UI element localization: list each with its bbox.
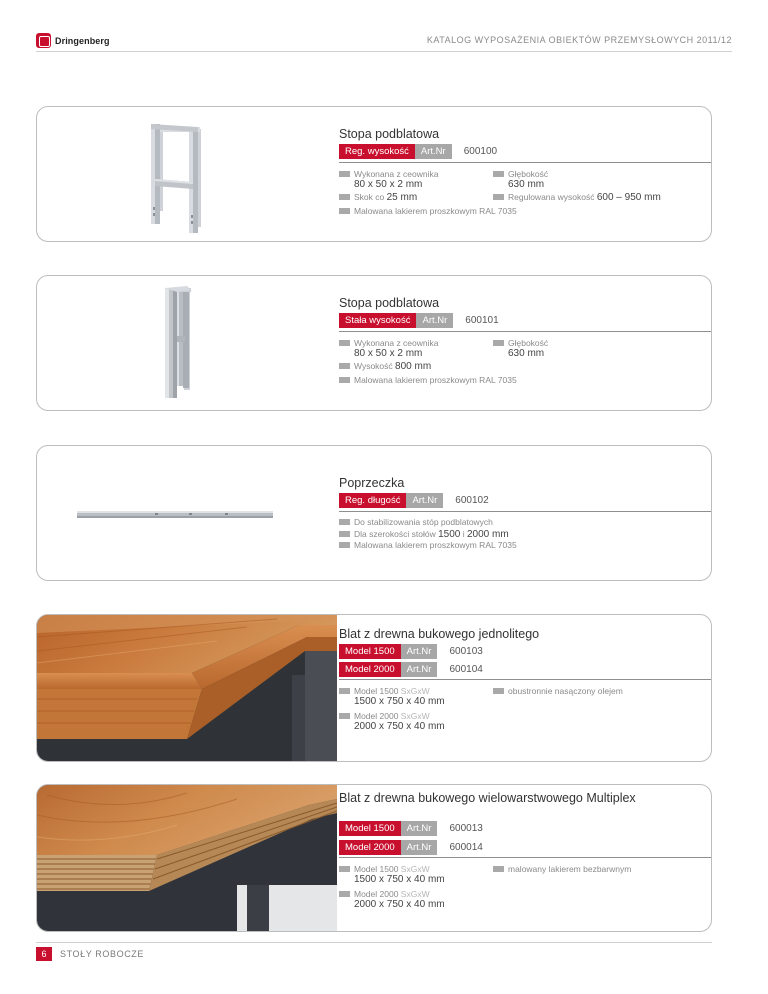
- section-title: STOŁY ROBOCZE: [60, 949, 144, 959]
- model-row-1500: [339, 821, 483, 836]
- bullet-icon: [339, 531, 350, 537]
- spec-depth: Głębokość 630 mm: [493, 338, 548, 359]
- product-tag: Reg. wysokość: [339, 144, 415, 159]
- spec-finish: obustronnie nasączony olejem: [493, 686, 623, 696]
- spec-channel: Wykonana z ceownika 80 x 50 x 2 mm: [339, 169, 439, 190]
- product-card-600103: [36, 614, 712, 762]
- bullet-icon: [339, 542, 350, 548]
- model-tag: Model 1500: [339, 644, 401, 659]
- product-title: Poprzeczka: [339, 476, 405, 490]
- bullet-icon: [339, 194, 350, 200]
- product-tag: Stała wysokość: [339, 313, 416, 328]
- art-number: 600013: [449, 823, 483, 834]
- bullet-icon: [339, 340, 350, 346]
- product-card-600102: [36, 445, 712, 581]
- spec-finish: malowany lakierem bezbarwnym: [493, 864, 631, 874]
- divider: [339, 679, 712, 680]
- art-label: Art.Nr: [406, 493, 443, 508]
- bullet-icon: [339, 713, 350, 719]
- art-label: Art.Nr: [416, 313, 453, 328]
- divider: [339, 331, 712, 332]
- brand-name: Dringenberg: [55, 35, 110, 46]
- product-title: Stopa podblatowa: [339, 127, 440, 141]
- product-tag-row: [339, 493, 489, 508]
- bullet-icon: [493, 688, 504, 694]
- model-row-2000: [339, 662, 483, 677]
- spec-paint: Malowana lakierem proszkowym RAL 7035: [339, 375, 517, 385]
- spec-model-1500: Model 1500 SxGxW 1500 x 750 x 40 mm: [339, 686, 445, 707]
- spec-paint: Malowana lakierem proszkowym RAL 7035: [339, 206, 517, 216]
- product-tag: Reg. długość: [339, 493, 406, 508]
- spec-channel: Wykonana z ceownika 80 x 50 x 2 mm: [339, 338, 439, 359]
- bullet-icon: [493, 340, 504, 346]
- divider: [339, 162, 712, 163]
- art-number: 600103: [449, 646, 483, 657]
- bullet-icon: [339, 363, 350, 369]
- table-leg-fixed-image: [37, 276, 337, 411]
- bullet-icon: [339, 208, 350, 214]
- art-label: Art.Nr: [415, 144, 452, 159]
- spec-step: Skok co 25 mm: [339, 192, 417, 203]
- spec-model-2000: Model 2000 SxGxW 2000 x 750 x 40 mm: [339, 889, 445, 910]
- spec-adjustable-height: Regulowana wysokość 600 – 950 mm: [493, 192, 661, 203]
- model-tag: Model 1500: [339, 821, 401, 836]
- art-number: 600102: [455, 495, 489, 506]
- spec-model-1500: Model 1500 SxGxW 1500 x 750 x 40 mm: [339, 864, 445, 885]
- spec-purpose: Do stabilizowania stóp podblatowych: [339, 517, 493, 527]
- art-number: 600101: [465, 315, 499, 326]
- bullet-icon: [493, 171, 504, 177]
- multiplex-beech-top-image: [37, 785, 337, 932]
- product-tag-row: [339, 144, 497, 159]
- divider: [339, 511, 712, 512]
- bullet-icon: [493, 866, 504, 872]
- bullet-icon: [339, 866, 350, 872]
- spec-height: Wysokość 800 mm: [339, 361, 431, 372]
- bullet-icon: [339, 377, 350, 383]
- product-title: Blat z drewna bukowego wielowarstwowego Multiplex: [339, 791, 636, 805]
- model-row-1500: [339, 644, 483, 659]
- art-label: Art.Nr: [401, 644, 438, 659]
- spec-paint: Malowana lakierem proszkowym RAL 7035: [339, 540, 517, 550]
- art-number: 600104: [449, 664, 483, 675]
- product-card-600100: [36, 106, 712, 242]
- model-tag: Model 2000: [339, 662, 401, 677]
- spec-depth: Głębokość 630 mm: [493, 169, 548, 190]
- product-card-600101: [36, 275, 712, 411]
- page-header: [36, 30, 732, 52]
- bullet-icon: [339, 519, 350, 525]
- table-leg-adjustable-image: [37, 107, 337, 242]
- product-card-600013: [36, 784, 712, 932]
- bullet-icon: [339, 171, 350, 177]
- product-title: Blat z drewna bukowego jednolitego: [339, 627, 540, 641]
- bullet-icon: [339, 891, 350, 897]
- divider: [339, 857, 712, 858]
- bullet-icon: [493, 194, 504, 200]
- art-number: 600014: [449, 842, 483, 853]
- art-label: Art.Nr: [401, 662, 438, 677]
- product-title: Stopa podblatowa: [339, 296, 440, 310]
- footer-rule: [36, 942, 712, 943]
- brand-logo-icon: [36, 33, 51, 48]
- catalog-title: KATALOG WYPOSAŻENIA OBIEKTÓW PRZEMYSŁOWYCH 2011/12: [426, 35, 732, 45]
- art-label: Art.Nr: [401, 821, 438, 836]
- crossbar-image: [37, 446, 337, 581]
- bullet-icon: [339, 688, 350, 694]
- model-tag: Model 2000: [339, 840, 401, 855]
- art-number: 600100: [463, 146, 498, 157]
- art-label: Art.Nr: [401, 840, 438, 855]
- solid-beech-top-image: [37, 615, 337, 762]
- product-tag-row: [339, 313, 499, 328]
- spec-widths: Dla szerokości stołów 1500 i 2000 mm: [339, 529, 509, 540]
- spec-model-2000: Model 2000 SxGxW 2000 x 750 x 40 mm: [339, 711, 445, 732]
- model-row-2000: [339, 840, 483, 855]
- brand-logo: [36, 33, 110, 48]
- page-number: 6: [36, 947, 52, 961]
